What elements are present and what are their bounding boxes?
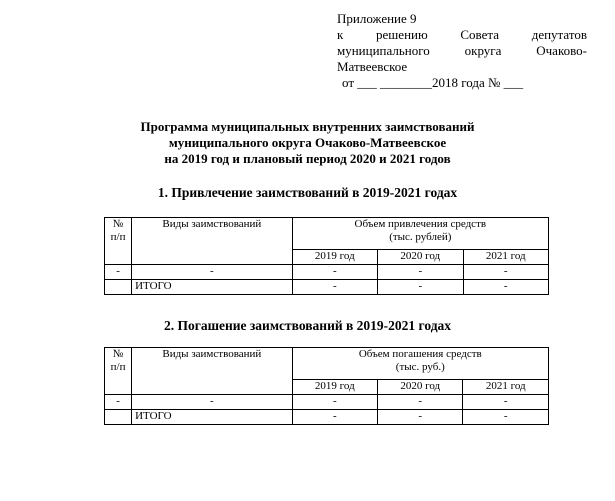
header-volume <box>292 218 548 250</box>
annex-line-1: Приложение 9 <box>337 11 417 26</box>
annex-word: Очаково- <box>536 43 587 58</box>
annex-line-4: Матвеевское <box>337 59 408 74</box>
table-row <box>105 395 549 410</box>
header-volume-unit: (тыс. руб.) <box>395 361 445 373</box>
header-pp: п/п <box>110 361 126 373</box>
table-cell: - <box>105 265 132 280</box>
header-year: 2021 год <box>463 380 549 395</box>
header-number <box>105 218 132 265</box>
table-cell: - <box>378 395 463 410</box>
header-volume <box>292 348 548 380</box>
annex-line-5: от ___ ________2018 года № ___ <box>342 75 524 90</box>
table-cell <box>105 280 132 295</box>
total-label: ИТОГО <box>132 410 292 425</box>
header-year: 2019 год <box>292 250 377 265</box>
repayment-table <box>104 347 549 425</box>
table-row-total <box>105 410 549 425</box>
table-cell: - <box>463 265 549 280</box>
borrowing-table <box>104 217 549 295</box>
title-line-3: на 2019 год и плановый период 2020 и 2021 годов <box>164 151 451 166</box>
table-row-total <box>105 280 549 295</box>
table-cell: - <box>292 410 377 425</box>
header-year: 2020 год <box>378 380 463 395</box>
annex-line-2 <box>337 27 587 43</box>
section-2-title: 2. Погашение заимствований в 2019-2021 годах <box>163 318 452 333</box>
table-cell: - <box>463 280 549 295</box>
table-cell: - <box>463 395 549 410</box>
table-cell: - <box>378 410 463 425</box>
total-label: ИТОГО <box>132 280 293 295</box>
table-cell: - <box>292 395 377 410</box>
table-cell <box>105 410 132 425</box>
annex-line-3 <box>337 43 587 59</box>
table-cell: - <box>292 280 377 295</box>
table-cell: - <box>378 265 463 280</box>
header-types: Виды заимствований <box>132 348 292 395</box>
title-line-1: Программа муниципальных внутренних заимствований <box>140 119 475 134</box>
header-year: 2021 год <box>463 250 549 265</box>
table-row <box>105 265 549 280</box>
header-types: Виды заимствований <box>132 218 293 265</box>
header-volume-label: Объем привлечения средств <box>354 218 487 230</box>
header-year: 2019 год <box>292 380 377 395</box>
header-num-sign: № <box>112 218 124 230</box>
table-cell: - <box>132 265 293 280</box>
annex-word: к <box>337 27 344 42</box>
table-cell: - <box>378 280 463 295</box>
document-title <box>0 119 615 167</box>
annex-word: депутатов <box>531 27 587 42</box>
header-volume-unit: (тыс. рублей) <box>389 231 452 243</box>
header-volume-label: Объем погашения средств <box>358 348 482 360</box>
annex-word: муниципального <box>337 43 430 58</box>
annex-block <box>337 11 587 91</box>
header-pp: п/п <box>110 231 126 243</box>
header-year: 2020 год <box>378 250 463 265</box>
annex-word: Совета <box>460 27 500 42</box>
header-num-sign: № <box>112 348 124 360</box>
table-cell: - <box>105 395 132 410</box>
table-cell: - <box>292 265 377 280</box>
table-cell: - <box>463 410 549 425</box>
annex-word: решению <box>376 27 428 42</box>
annex-word: округа <box>464 43 502 58</box>
header-number <box>105 348 132 395</box>
title-line-2: муниципального округа Очаково-Матвеевское <box>168 135 447 150</box>
table-cell: - <box>132 395 292 410</box>
section-1-title: 1. Привлечение заимствований в 2019-2021 годах <box>157 185 458 200</box>
